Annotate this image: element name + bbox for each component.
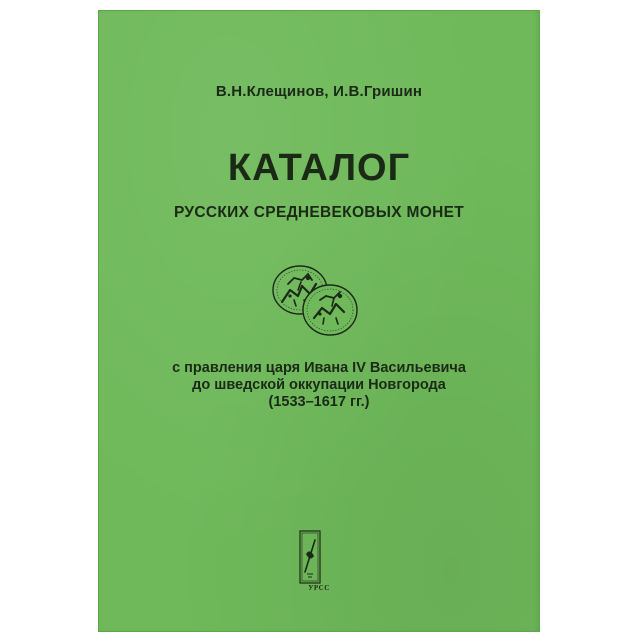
coins-illustration: [268, 260, 360, 340]
description-line-1: с правления царя Ивана IV Васильевича: [172, 360, 466, 376]
book-title: КАТАЛОГ: [227, 147, 411, 189]
coin-right-icon: [303, 285, 357, 335]
description-line-2: до шведской оккупации Новгорода: [192, 377, 446, 393]
publisher-logo-icon: [299, 530, 321, 584]
authors: В.Н.Клещинов, И.В.Гришин: [215, 83, 423, 100]
description-line-3: (1533–1617 гг.): [268, 394, 370, 410]
book-cover: [98, 10, 540, 632]
book-subtitle: РУССКИХ СРЕДНЕВЕКОВЫХ МОНЕТ: [174, 204, 464, 221]
publisher-name: УРСС: [308, 584, 330, 592]
